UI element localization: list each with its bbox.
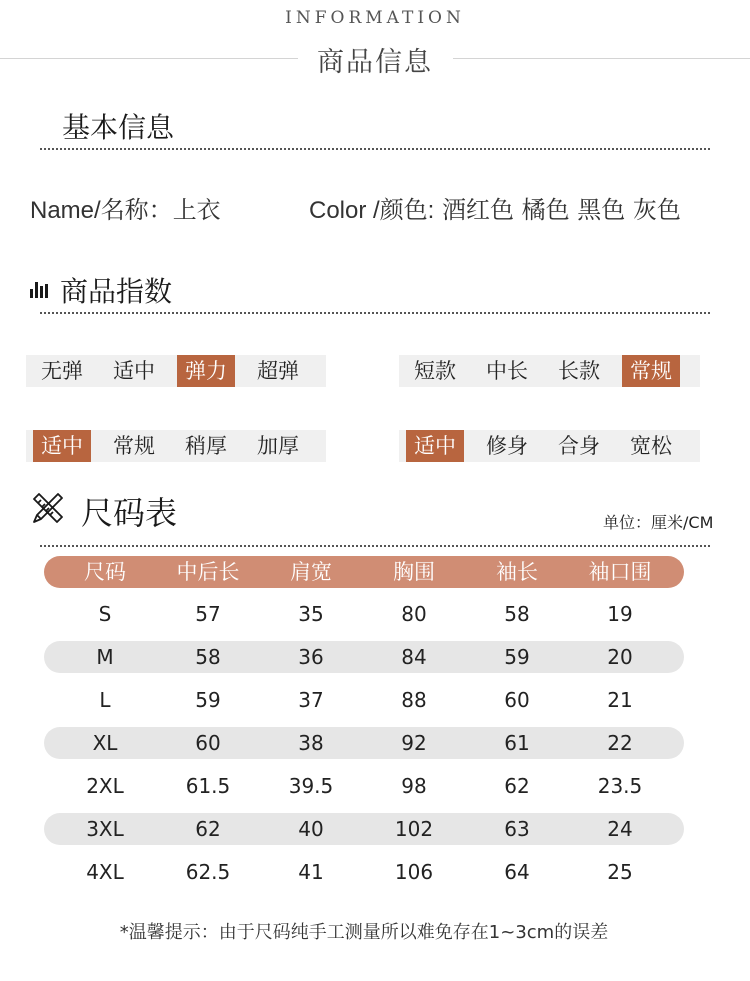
- dotted-divider: [40, 148, 710, 150]
- column-header: 袖口围: [588, 560, 652, 584]
- table-cell: 2XL: [86, 774, 124, 798]
- table-cell: 19: [607, 602, 633, 626]
- table-cell: 92: [401, 731, 427, 755]
- table-cell: 40: [298, 817, 324, 841]
- table-cell: 21: [607, 688, 633, 712]
- table-row: [44, 813, 684, 845]
- name-label: Name/名称：: [30, 197, 173, 224]
- color-row: [309, 190, 681, 225]
- fit-index: [399, 430, 700, 462]
- table-cell: 20: [607, 645, 633, 669]
- index-option-selected: 常规: [622, 355, 680, 387]
- table-row: [44, 856, 684, 888]
- color-value: 酒红色 橘色 黑色 灰色: [442, 196, 681, 224]
- elasticity-index: [26, 355, 326, 387]
- index-option: 宽松: [630, 434, 672, 458]
- table-cell: 59: [195, 688, 221, 712]
- column-header: 肩宽: [290, 560, 332, 584]
- table-cell: M: [96, 645, 114, 669]
- table-cell: S: [98, 602, 112, 626]
- table-cell: 35: [298, 602, 324, 626]
- table-cell: 106: [394, 860, 434, 884]
- ruler-pencil-icon: [30, 490, 66, 526]
- dotted-divider: [40, 545, 710, 547]
- measurement-note: *温馨提示：由于尺码纯手工测量所以难免存在1~3cm的误差: [119, 922, 609, 943]
- column-header: 胸围: [393, 560, 435, 584]
- index-option: 长款: [558, 359, 600, 383]
- table-cell: 102: [394, 817, 434, 841]
- index-option: 合身: [558, 434, 600, 458]
- table-cell: 60: [504, 688, 530, 712]
- table-cell: 64: [504, 860, 530, 884]
- table-cell: 57: [195, 602, 221, 626]
- table-cell: 61: [504, 731, 530, 755]
- color-label: Color /颜色:: [309, 197, 435, 224]
- table-cell: 60: [195, 731, 221, 755]
- table-cell: 84: [401, 645, 427, 669]
- thickness-index: [26, 430, 326, 462]
- bar-chart-icon: [30, 282, 48, 298]
- index-option: 常规: [113, 434, 155, 458]
- length-index: [399, 355, 700, 387]
- table-cell: 24: [607, 817, 633, 841]
- header-chinese-title: 商品信息: [317, 47, 433, 78]
- unit-label: 单位：厘米/CM: [603, 513, 714, 532]
- index-option: 超弹: [257, 359, 299, 383]
- table-cell: 36: [298, 645, 324, 669]
- index-option: 无弹: [41, 359, 83, 383]
- index-option: 稍厚: [185, 434, 227, 458]
- dotted-divider: [40, 312, 710, 314]
- table-cell: 4XL: [86, 860, 124, 884]
- index-option-selected: 适中: [33, 430, 91, 462]
- table-cell: 41: [298, 860, 324, 884]
- table-cell: L: [99, 688, 111, 712]
- product-index-title: 商品指数: [60, 275, 173, 308]
- table-cell: 58: [195, 645, 221, 669]
- column-header: 中后长: [176, 560, 240, 584]
- size-table-header: [44, 556, 684, 588]
- table-cell: 80: [401, 602, 427, 626]
- index-option-selected: 适中: [406, 430, 464, 462]
- table-cell: 63: [504, 817, 530, 841]
- table-row: [44, 598, 684, 630]
- table-row: [44, 770, 684, 802]
- column-header: 尺码: [84, 560, 126, 584]
- index-option: 适中: [113, 359, 155, 383]
- index-option: 短款: [414, 359, 456, 383]
- column-header: 袖长: [496, 560, 538, 584]
- header-english-title: INFORMATION: [285, 8, 465, 28]
- table-cell: 23.5: [597, 774, 643, 798]
- table-cell: 88: [401, 688, 427, 712]
- table-row: [44, 641, 684, 673]
- index-option: 加厚: [257, 434, 299, 458]
- table-cell: 59: [504, 645, 530, 669]
- index-option: 中长: [486, 359, 528, 383]
- name-row: [30, 190, 221, 225]
- table-cell: 58: [504, 602, 530, 626]
- table-cell: 3XL: [86, 817, 124, 841]
- table-cell: 62: [504, 774, 530, 798]
- basic-info-title: 基本信息: [62, 111, 175, 144]
- table-cell: 62: [195, 817, 221, 841]
- name-value: 上衣: [172, 196, 221, 224]
- table-cell: 39.5: [288, 774, 334, 798]
- table-cell: 25: [607, 860, 633, 884]
- table-cell: XL: [92, 731, 118, 755]
- index-option-selected: 弹力: [177, 355, 235, 387]
- table-cell: 22: [607, 731, 633, 755]
- table-row: [44, 727, 684, 759]
- table-row: [44, 684, 684, 716]
- table-cell: 37: [298, 688, 324, 712]
- index-option: 修身: [486, 434, 528, 458]
- table-cell: 38: [298, 731, 324, 755]
- table-cell: 61.5: [185, 774, 231, 798]
- table-cell: 98: [401, 774, 427, 798]
- table-cell: 62.5: [185, 860, 231, 884]
- size-chart-title: 尺码表: [81, 494, 178, 532]
